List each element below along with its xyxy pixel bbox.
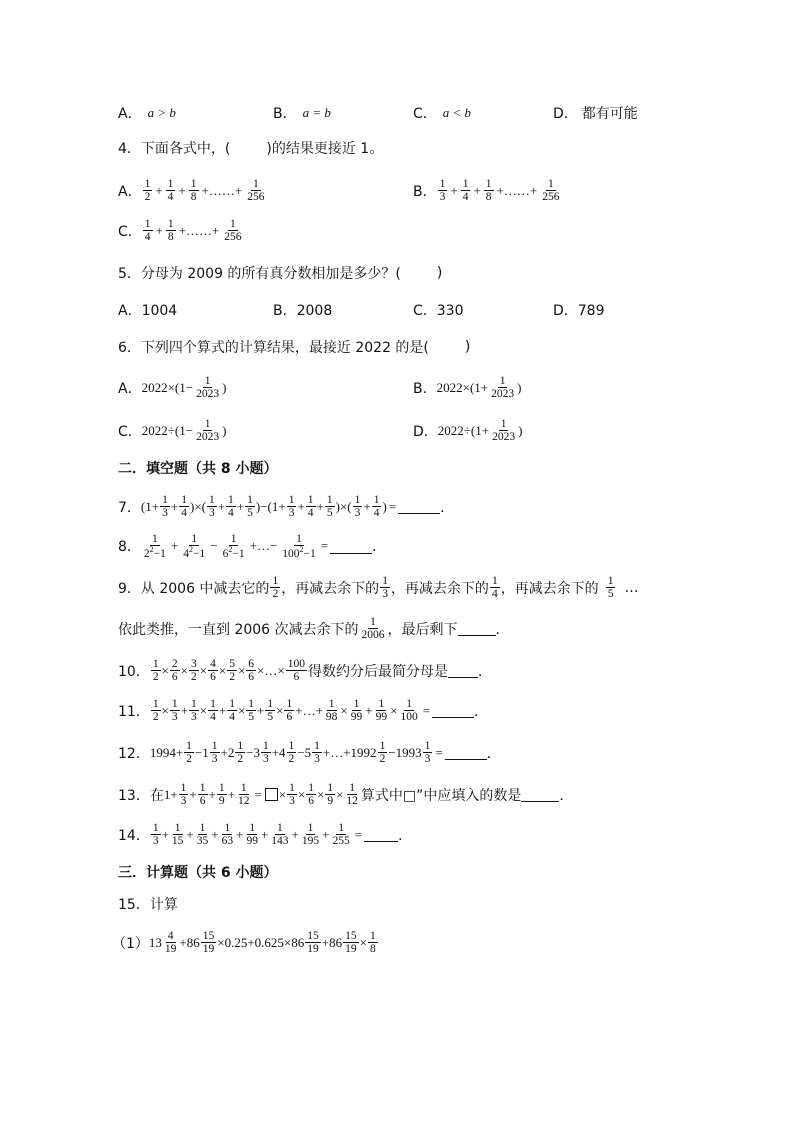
q12-expression: 1994+ $\frac{1}{2}$ −1 $\frac{1}{3}$ +2 $\frac{1}{2}$ −3 $\frac{1}{3}$ +4 $\frac{1}{2}$ −5 $\frac{1}{3}$ +…+1992 $\frac{1}{2}$ −1993 $\frac{1}{3}$ = <box>149 740 443 766</box>
q6-stem: 6．下列四个算式的计算结果，最接近 2022 的是( ) <box>118 339 471 356</box>
q12: 12． 1994+ $\frac{1}{2}$ −1 $\frac{1}{3}$ +2 $\frac{1}{2}$ −3 $\frac{1}{3}$ +4 $\frac{1}{2}$ −5 $\frac{1}{3}$ +…+1992 $\frac{1}{2}$ −1993 $\frac{1}{3}$ = ． <box>118 740 501 766</box>
q4-option-b[interactable]: B． $\frac{1}{3}$ + $\frac{1}{4}$ + $\frac{1}{8}$ +……+ $\frac{1}{256}$ <box>413 178 562 203</box>
q13: 13．在 1+ $\frac{1}{3}$ + $\frac{1}{6}$ + $\frac{1}{9}$ + $\frac{1}{12}$ = × $\frac{1}{3}$ × $\frac{1}{6}$ × $\frac{1}{9}$ × $\frac{1}{12}$ 算式中□”中应填入的数是 ． <box>118 782 574 808</box>
q8-expression: $\frac{1}{2^2-1}$ + $\frac{1}{4^2-1}$ − $\frac{1}{6^2-1}$ +…− $\frac{1}{100^2-1}$ = <box>143 533 329 560</box>
q15-part-1: （1） 13 $\frac{4}{19}$ +86 $\frac{15}{19}$ ×0.25+0.625×86 $\frac{15}{19}$ +86 $\frac{15}{19}$ × $\frac{1}{8}$ <box>112 930 754 955</box>
q6-b-expression: 2022×(1+ $\frac{1}{2023}$ ) <box>436 375 522 401</box>
q13-answer-blank[interactable] <box>521 787 559 802</box>
q7-answer-blank[interactable] <box>398 499 440 514</box>
q3-options <box>118 103 754 123</box>
q5-options <box>118 300 754 320</box>
q5-option-d[interactable]: D．789 <box>553 303 605 319</box>
q9-answer-blank[interactable] <box>458 621 496 636</box>
q6-option-c[interactable]: C． 2022÷(1− $\frac{1}{2023}$ ) <box>118 418 227 444</box>
section-3-heading: 三．计算题（共 6 小题） <box>118 865 278 881</box>
q5-option-a[interactable]: A．1004 <box>118 303 178 319</box>
q13-expression: 1+ $\frac{1}{3}$ + $\frac{1}{6}$ + $\frac{1}{9}$ + $\frac{1}{12}$ = × $\frac{1}{3}$ × $\frac{1}{6}$ × $\frac{1}{9}$ × $\frac{1}{12}$ <box>163 782 358 808</box>
q9-line-2: 依此类推，一直到 2006 次减去余下的 $\frac{1}{2006}$ ，最后剩下 ． <box>118 616 510 642</box>
q5-option-c[interactable]: C．330 <box>413 303 464 319</box>
q11-answer-blank[interactable] <box>432 703 474 718</box>
q14-expression: $\frac{1}{3}$ + $\frac{1}{15}$ + $\frac{1}{35}$ + $\frac{1}{63}$ + $\frac{1}{99}$ + $\frac{1}{143}$ + $\frac{1}{195}$ + $\frac{1}{255}$ = <box>152 822 363 848</box>
q10-answer-blank[interactable] <box>448 663 478 678</box>
section-2-heading: 二．填空题（共 8 小题） <box>118 461 278 477</box>
q7-expression: (1+ $\frac{1}{3}$ + $\frac{1}{4}$ )×( $\frac{1}{3}$ + $\frac{1}{4}$ + $\frac{1}{5}$ )−(1+ $\frac{1}{3}$ + $\frac{1}{4}$ + $\frac{1}{5}$ )×( $\frac{1}{3}$ + $\frac{1}{4}$ ) = <box>140 494 397 520</box>
q6-options-ab <box>118 375 754 400</box>
q10: 10． $\frac{1}{2}$ × $\frac{2}{6}$ × $\frac{3}{2}$ × $\frac{4}{6}$ × $\frac{5}{2}$ × $\frac{6}{6}$ ×…× $\frac{100}{6}$ 得数约分后最简分母是 ． <box>118 658 492 684</box>
q3-option-c[interactable]: C． a < b <box>413 105 472 122</box>
q15-title: 15．计算 <box>118 897 178 913</box>
q3-option-b[interactable]: B． a = b <box>273 105 331 122</box>
q7: 7． (1+ $\frac{1}{3}$ + $\frac{1}{4}$ )×( $\frac{1}{3}$ + $\frac{1}{4}$ + $\frac{1}{5}$ )−(1+ $\frac{1}{3}$ + $\frac{1}{4}$ + $\frac{1}{5}$ )×( $\frac{1}{3}$ + $\frac{1}{4}$ ) = ． <box>118 494 455 520</box>
q4-options-ab <box>118 178 754 203</box>
q14-answer-blank[interactable] <box>364 827 398 842</box>
q4-option-c[interactable]: C． $\frac{1}{4}$ + $\frac{1}{8}$ +……+ $\frac{1}{256}$ <box>118 218 754 243</box>
q11: 11． $\frac{1}{2}$ × $\frac{1}{3}$ + $\frac{1}{3}$ × $\frac{1}{4}$ + $\frac{1}{4}$ × $\frac{1}{5}$ + $\frac{1}{5}$ × $\frac{1}{6}$ +…+ $\frac{1}{98}$ × $\frac{1}{99}$ + $\frac{1}{99}$ × $\frac{1}{100}$ = ． <box>118 698 489 724</box>
q5-stem: 5．分母为 2009 的所有真分数相加是多少？( ) <box>118 265 443 282</box>
q9-line-1: 9．从 2006 中减去它的 $\frac{1}{2}$ ，再减去余下的 $\frac{1}{3}$ ，再减去余下的 $\frac{1}{4}$ ，再减去余下的 $\frac{1}{5}$ … <box>118 575 639 601</box>
q4-stem: 4．下面各式中，( )的结果更接近 1。 <box>118 141 384 157</box>
q4-c-expression: $\frac{1}{4}$ + $\frac{1}{8}$ +……+ $\frac{1}{256}$ <box>144 218 242 244</box>
q6-a-expression: 2022×(1− $\frac{1}{2023}$ ) <box>141 375 227 401</box>
q6-c-expression: 2022÷(1− $\frac{1}{2023}$ ) <box>141 418 227 444</box>
q3-option-a[interactable]: A． a > b <box>118 105 176 122</box>
q14: 14． $\frac{1}{3}$ + $\frac{1}{15}$ + $\frac{1}{35}$ + $\frac{1}{63}$ + $\frac{1}{99}$ + $\frac{1}{143}$ + $\frac{1}{195}$ + $\frac{1}{255}$ = ． <box>118 822 413 848</box>
q3-option-d[interactable]: D． 都有可能 <box>553 106 638 122</box>
q6-option-d[interactable]: D． 2022÷(1+ $\frac{1}{2023}$ ) <box>413 418 523 444</box>
q10-expression: $\frac{1}{2}$ × $\frac{2}{6}$ × $\frac{3}{2}$ × $\frac{4}{6}$ × $\frac{5}{2}$ × $\frac{6}{6}$ ×…× $\frac{100}{6}$ <box>152 658 305 684</box>
q8: 8． $\frac{1}{2^2-1}$ + $\frac{1}{4^2-1}$ − $\frac{1}{6^2-1}$ +…− $\frac{1}{100^2-1}$ = ． <box>118 533 387 560</box>
q6-option-a[interactable]: A． 2022×(1− $\frac{1}{2023}$ ) <box>118 375 227 401</box>
q6-options-cd <box>118 418 754 443</box>
q5-option-b[interactable]: B．2008 <box>273 303 333 319</box>
q11-expression: $\frac{1}{2}$ × $\frac{1}{3}$ + $\frac{1}{3}$ × $\frac{1}{4}$ + $\frac{1}{4}$ × $\frac{1}{5}$ + $\frac{1}{5}$ × $\frac{1}{6}$ +…+ $\frac{1}{98}$ × $\frac{1}{99}$ + $\frac{1}{99}$ × $\frac{1}{100}$ = <box>152 698 431 724</box>
q6-option-b[interactable]: B． 2022×(1+ $\frac{1}{2023}$ ) <box>413 375 522 401</box>
q4-b-expression: $\frac{1}{3}$ + $\frac{1}{4}$ + $\frac{1}{8}$ +……+ $\frac{1}{256}$ <box>439 178 560 204</box>
q8-answer-blank[interactable] <box>330 539 372 554</box>
q4-option-a[interactable]: A． $\frac{1}{2}$ + $\frac{1}{4}$ + $\frac{1}{8}$ +……+ $\frac{1}{256}$ <box>118 178 413 203</box>
q12-answer-blank[interactable] <box>445 745 487 760</box>
q15-1-expression: 13 $\frac{4}{19}$ +86 $\frac{15}{19}$ ×0.25+0.625×86 $\frac{15}{19}$ +86 $\frac{15}{19}$ × $\frac{1}{8}$ <box>148 930 376 956</box>
q4-a-expression: $\frac{1}{2}$ + $\frac{1}{4}$ + $\frac{1}{8}$ +……+ $\frac{1}{256}$ <box>144 178 265 204</box>
q6-d-expression: 2022÷(1+ $\frac{1}{2023}$ ) <box>437 418 523 444</box>
